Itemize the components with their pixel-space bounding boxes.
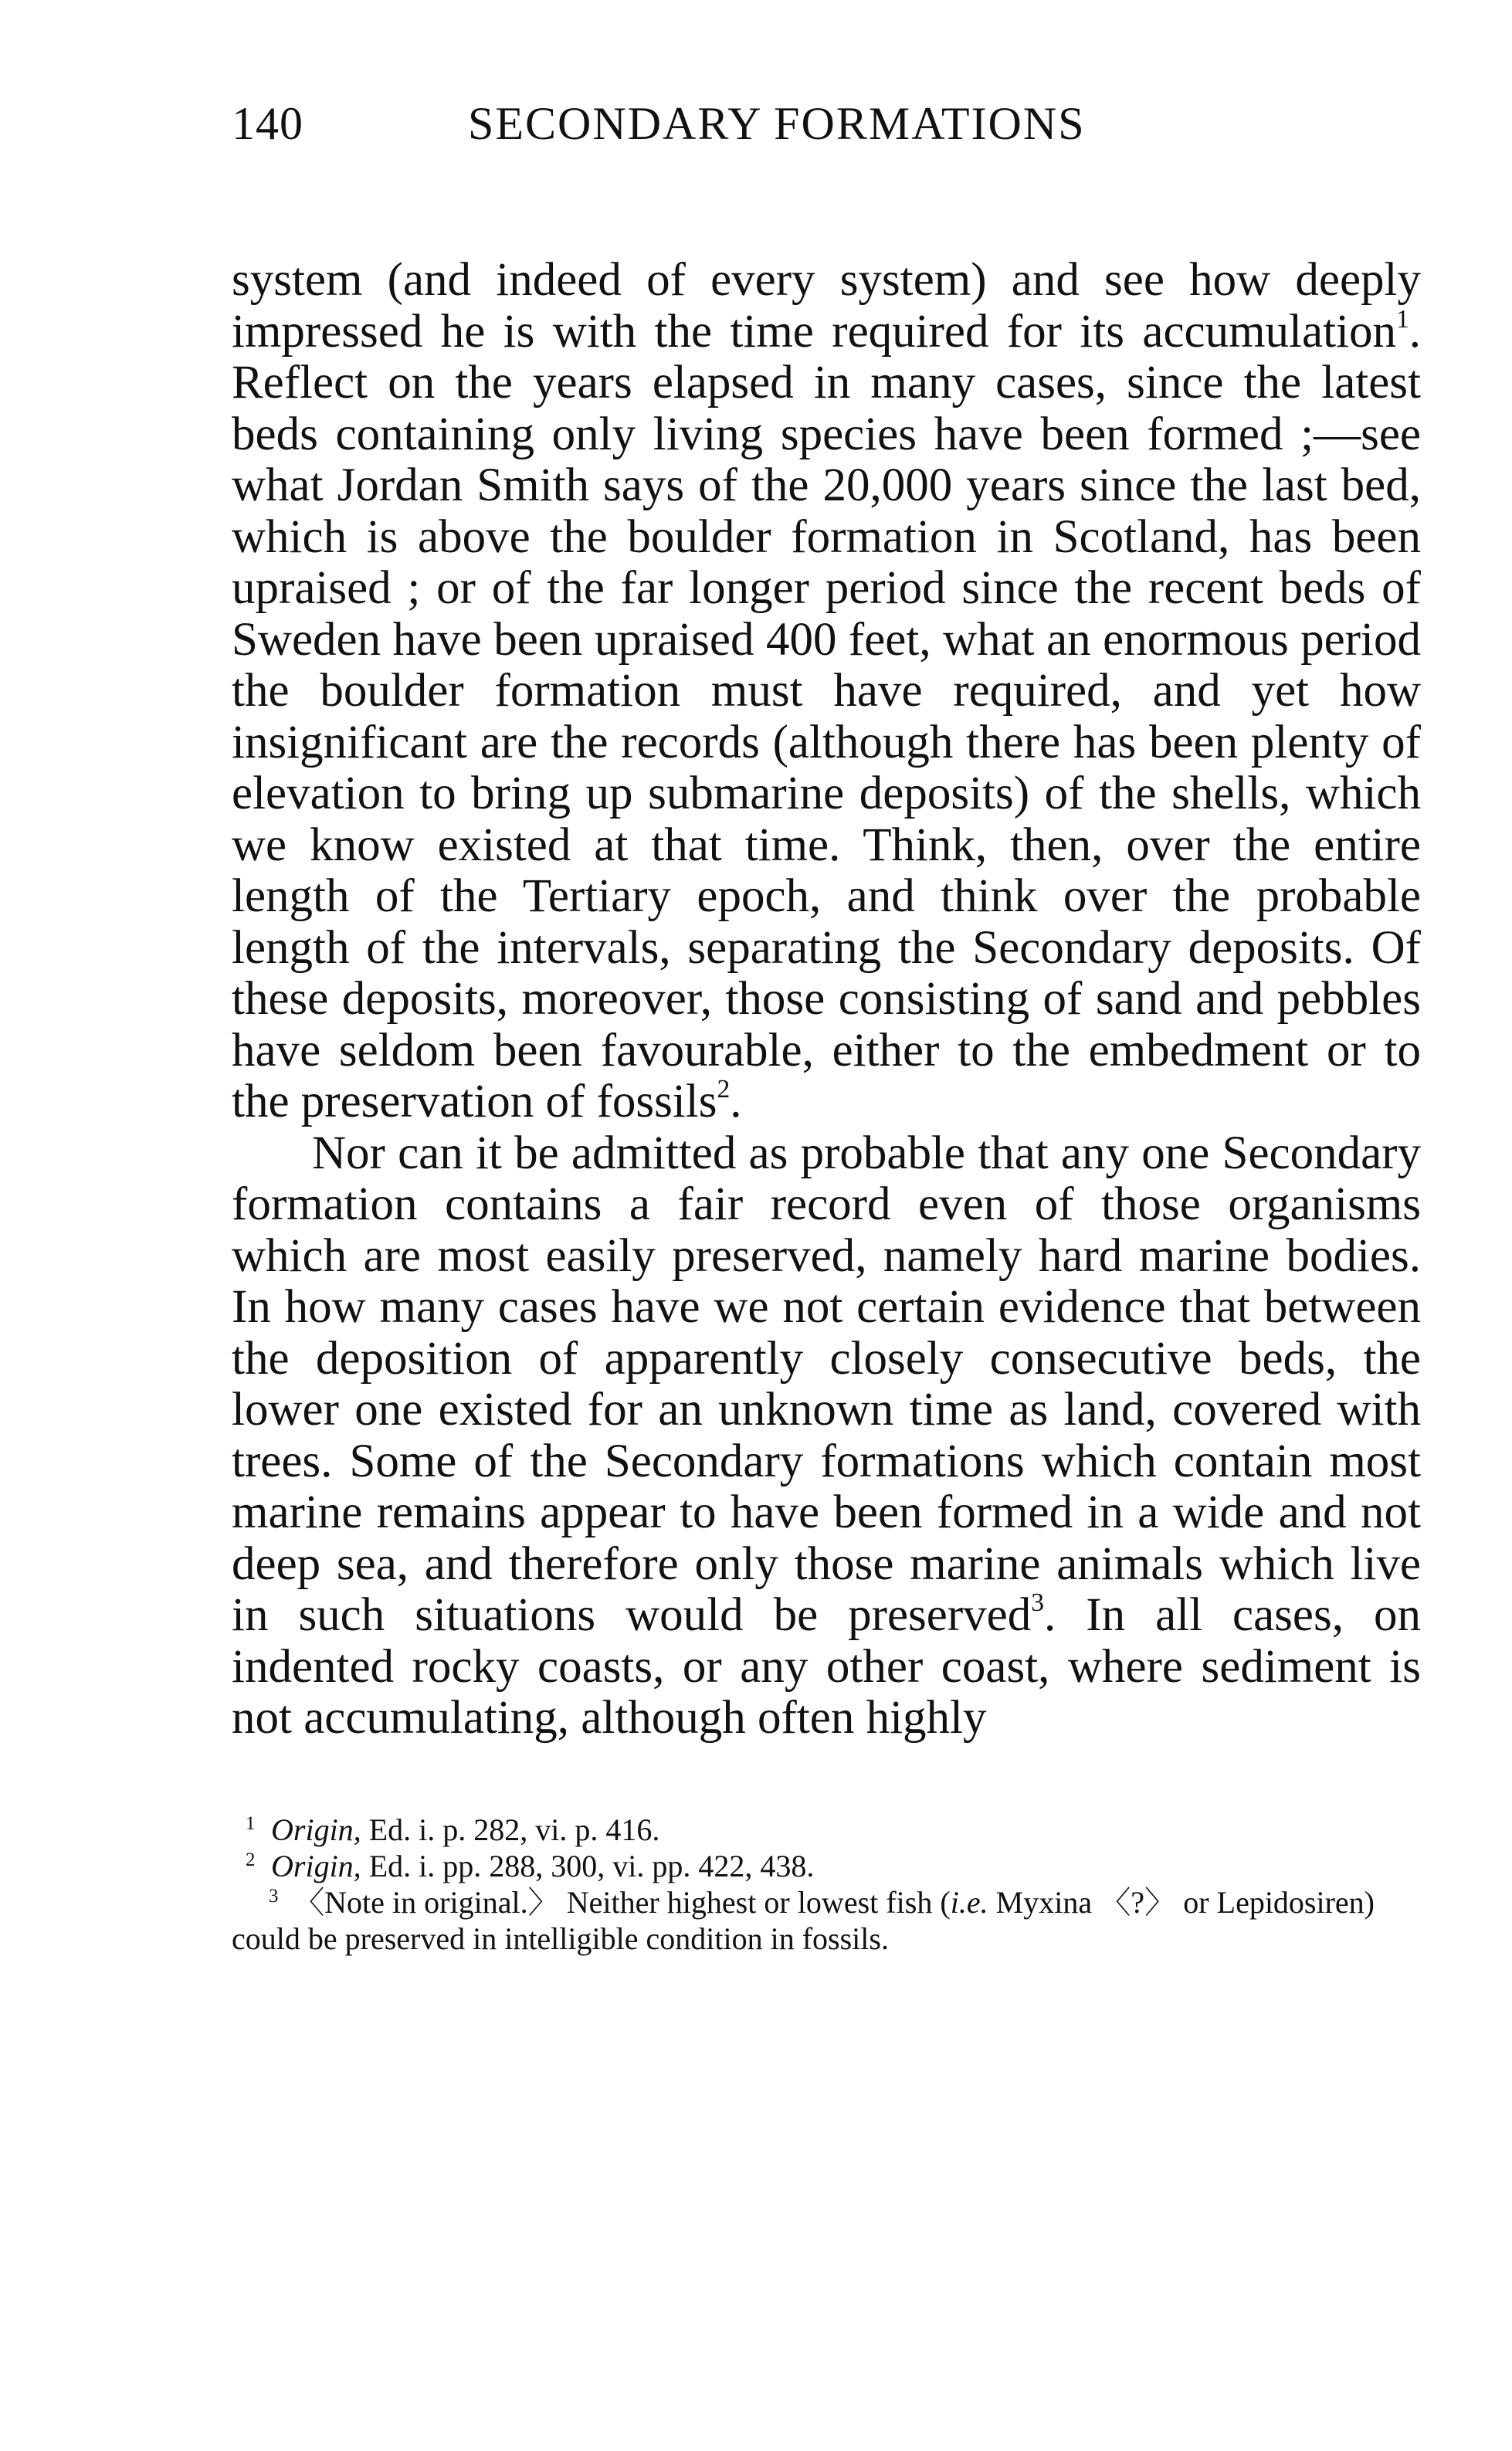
paragraph-1-text-b: . Reflect on the years elapsed in many cases, since the latest beds containing only living species have been formed ;—see what Jordan Smith says of the 20,000 years since the last bed, which is above the boulder formation in Scotland, has been upraised ; or of the far longer period since the recent beds of Sweden have been upraised 400 feet, what an enormous period the boulder formation must have required, and yet how insignificant are the records (although there has been plenty of elevation to bring up submarine deposits) of the shells, which we know existed at that time. Think, then, over the entire length of the Tertiary epoch, and think over the probable length of the intervals, separating the Secondary deposits. Of these deposits, moreover, those consisting of sand and pebbles have seldom been favourable, either to the embedment or to the preservation of fossils [232, 305, 1421, 1127]
footnote-2: 2 Origin, Ed. i. pp. 288, 300, vi. pp. 422, 438. [246, 1849, 815, 1883]
paragraph-1-text-a: system (and indeed of every system) and see how deeply impressed he is with the time required for its accumulation [232, 254, 1421, 358]
footnotes [232, 1812, 1375, 1957]
footnote-3-text-b: Myxina 〈?〉 or Lepidosiren) could be preserved in intelligible condition in fossils. [232, 1885, 1375, 1956]
running-title: SECONDARY FORMATIONS [468, 98, 1086, 149]
page-number: 140 [232, 98, 303, 149]
paragraph-2-text-a: Nor can it be admitted as probable that any one Secondary formation contains a fair record even of those organisms which are most easily preserved, namely hard marine bodies. In how many cases have we not certain evidence that between the deposition of apparently closely consecutive beds, the lower one existed for an unknown time as land, covered with trees. Some of the Secondary formations which contain most marine remains appear to have been formed in a wide and not deep sea, and therefore only those marine animals which live in such situations would be preserved [232, 1127, 1421, 1641]
footnote-3-abbrev: i.e. [950, 1885, 988, 1920]
paragraph-1-text-c: . [730, 1076, 742, 1127]
footnote-1-source: Origin, [271, 1812, 361, 1847]
footnote-ref-3: 3 [1031, 1588, 1045, 1617]
footnote-3-text-a: 〈Note in original.〉 Neither highest or lowest fish ( [286, 1885, 951, 1920]
paragraph-2 [232, 1128, 1421, 1744]
book-page [232, 93, 1421, 1956]
footnote-1-text: Ed. i. p. 282, vi. p. 416. [361, 1812, 660, 1847]
running-head [232, 93, 1421, 154]
footnote-ref-2: 2 [717, 1074, 731, 1103]
footnote-2-text: Ed. i. pp. 288, 300, vi. pp. 422, 438. [361, 1849, 815, 1883]
body-text [232, 255, 1421, 1744]
footnote-3: 3 〈Note in original.〉 Neither highest or lowest fish (i.e. Myxina 〈?〉 or Lepidosiren) could be preserved in intelligible condition in fossils. [232, 1885, 1375, 1956]
footnote-1: 1 Origin, Ed. i. p. 282, vi. p. 416. [246, 1812, 660, 1847]
paragraph-2-text-b: . In all cases, on indented rocky coasts, or any other coast, where sediment is not accumulating, although often highly [232, 1589, 1421, 1744]
footnote-ref-1: 1 [1395, 304, 1409, 334]
footnote-2-source: Origin, [271, 1849, 361, 1883]
paragraph-1 [232, 255, 1421, 1128]
